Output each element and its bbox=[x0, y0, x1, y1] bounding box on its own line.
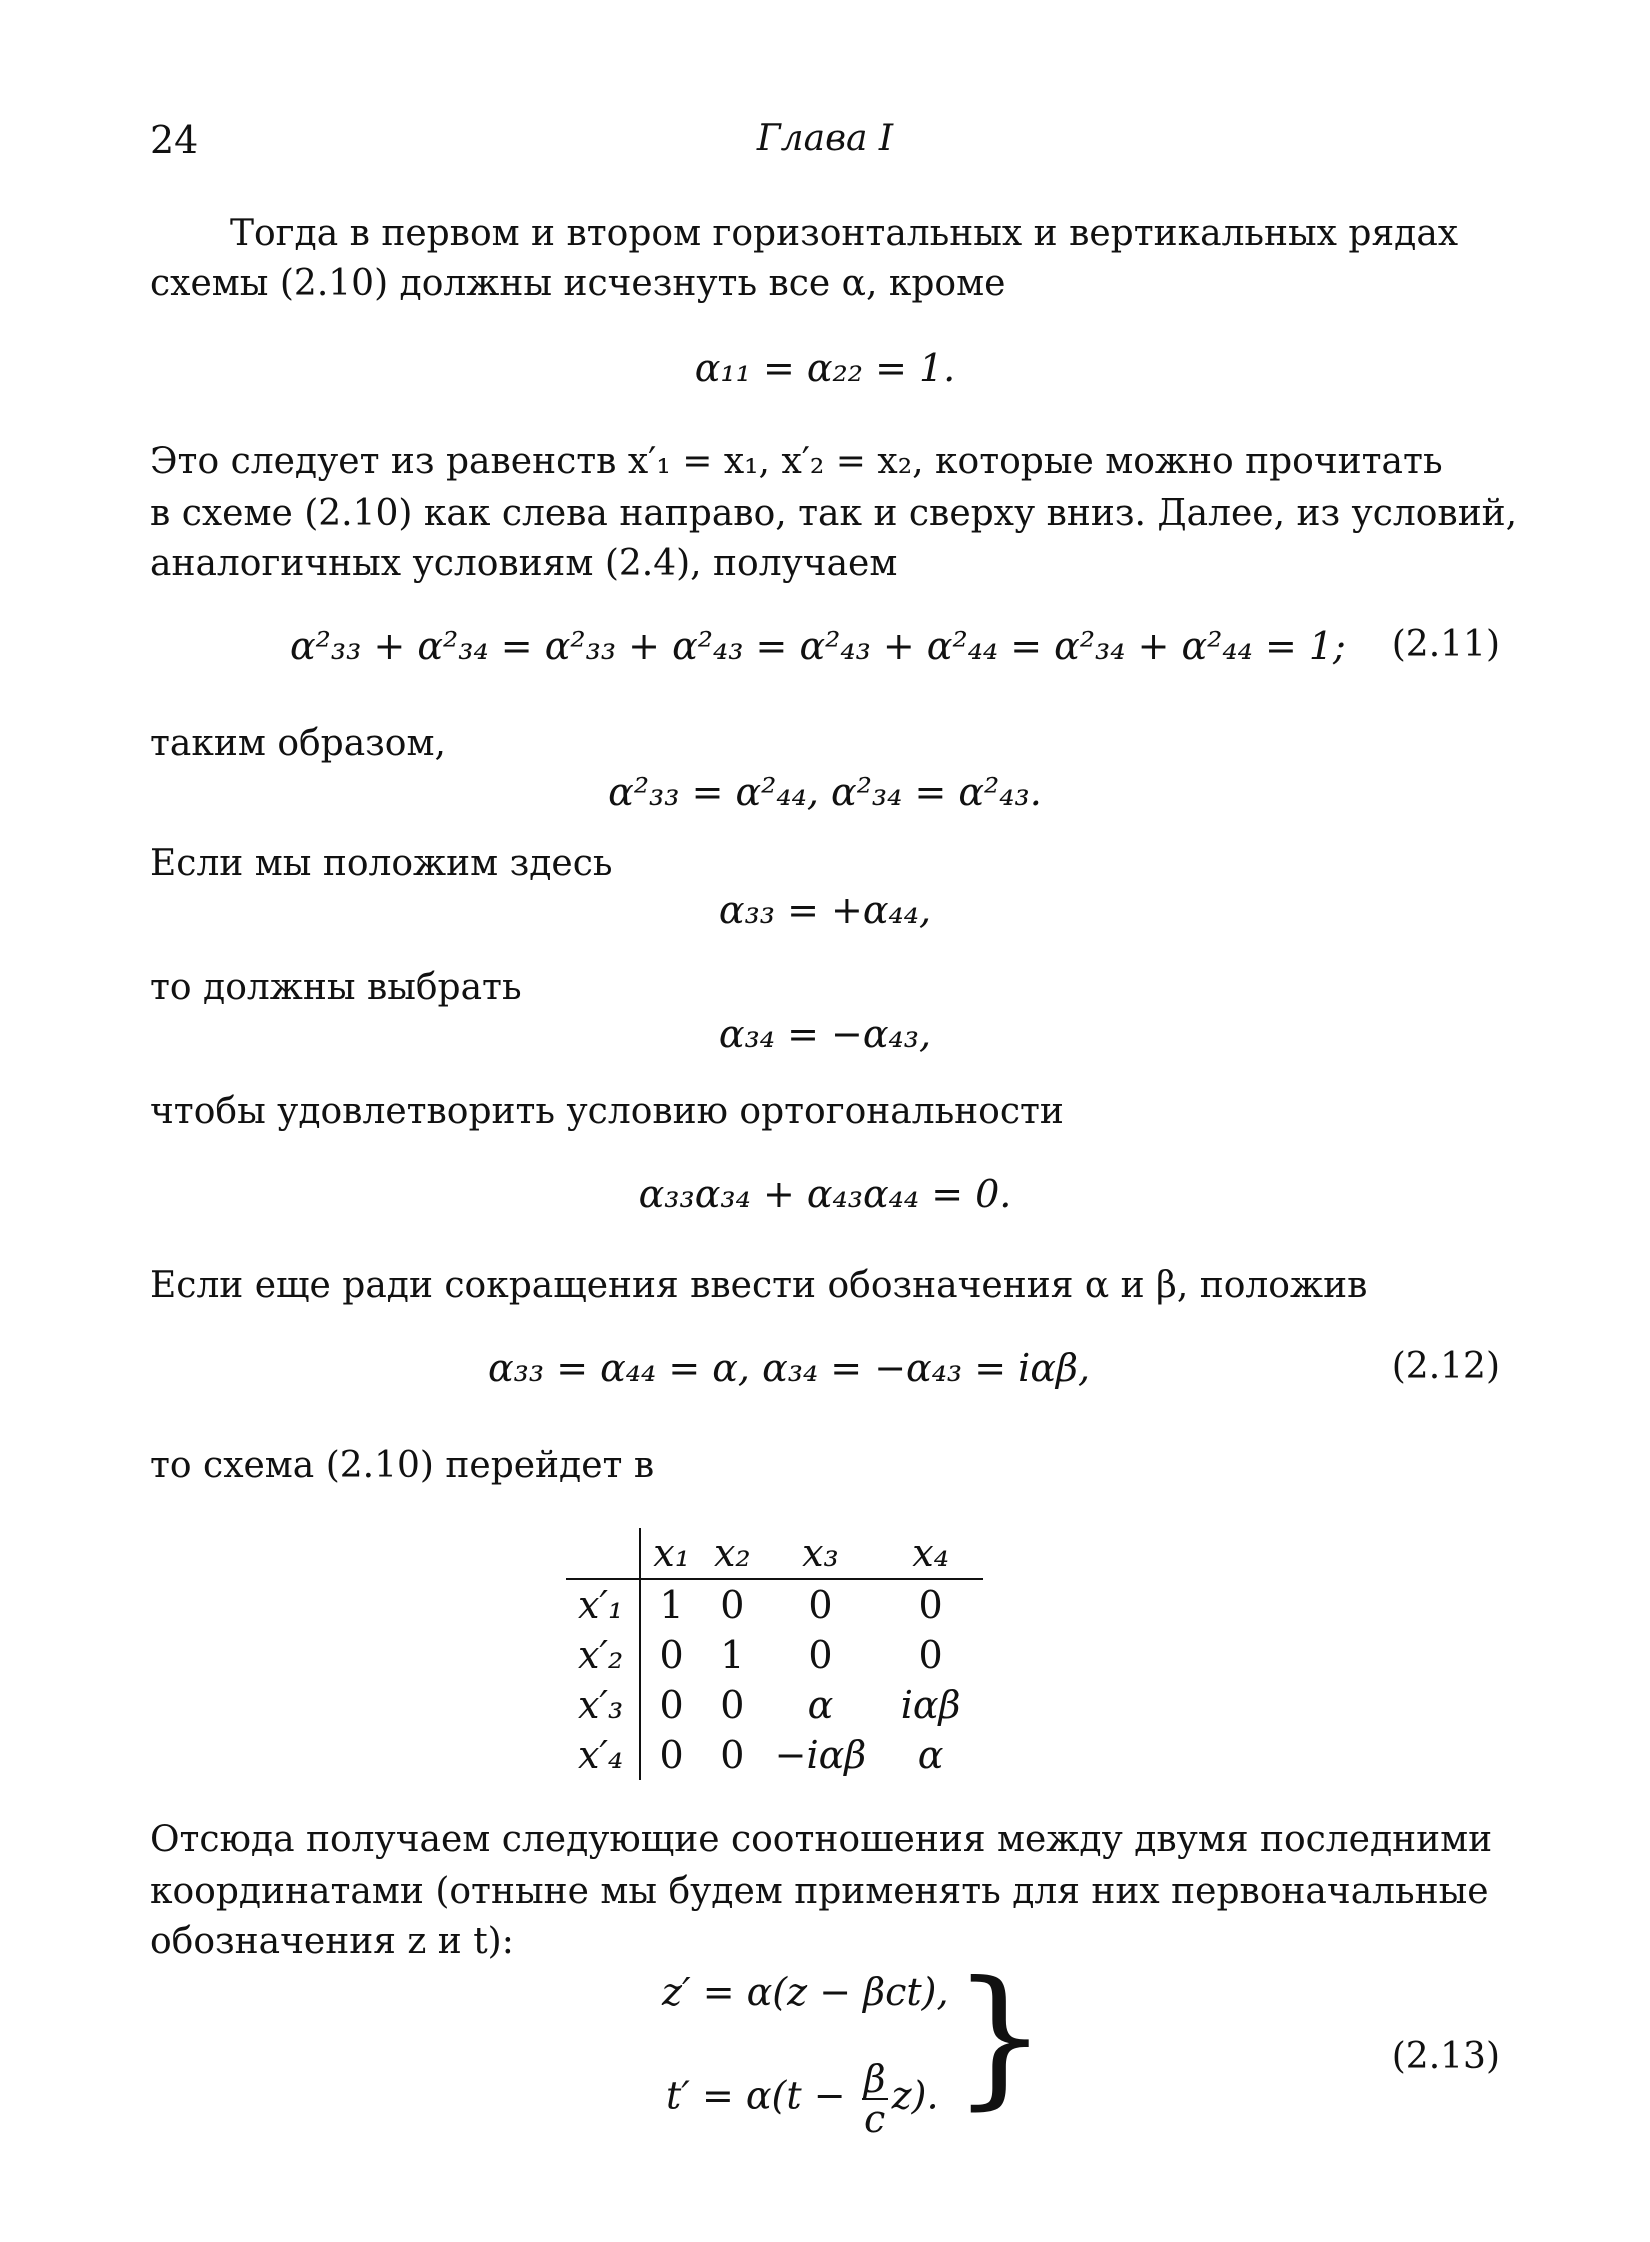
scheme-cell: −iαβ bbox=[774, 1733, 867, 1777]
scheme-cell: 0 bbox=[659, 1683, 684, 1727]
scheme-cell: α bbox=[917, 1733, 944, 1777]
scheme-cell: 0 bbox=[918, 1583, 943, 1627]
scheme-row-label: x′₄ bbox=[566, 1730, 640, 1780]
scheme-table bbox=[566, 1528, 983, 1780]
paragraph-9-line-1: Отсюда получаем следующие соотношения между двумя последними bbox=[150, 1819, 1493, 1860]
paragraph-6: чтобы удовлетворить условию ортогональности bbox=[150, 1091, 1064, 1132]
scheme-row bbox=[566, 1579, 983, 1630]
paragraph-8: то схема (2.10) перейдет в bbox=[150, 1445, 655, 1486]
equation-2-11: α²₃₃ + α²₃₄ = α²₃₃ + α²₄₃ = α²₄₃ + α²₄₄ = α²₃₄ + α²₄₄ = 1; bbox=[290, 624, 1346, 668]
scheme-cell: 1 bbox=[720, 1633, 745, 1677]
scheme-row-label: x′₃ bbox=[566, 1680, 640, 1730]
scheme-col-header: x₁ bbox=[640, 1528, 702, 1579]
equation-2-13-line-2 bbox=[666, 2057, 939, 2141]
transformation-scheme-table bbox=[566, 1528, 983, 1780]
equation-squares: α²₃₃ = α²₄₄, α²₃₄ = α²₄₃. bbox=[608, 770, 1042, 814]
paragraph-5: то должны выбрать bbox=[150, 967, 522, 1008]
scheme-cell: 0 bbox=[808, 1583, 833, 1627]
scheme-corner-cell bbox=[566, 1528, 640, 1579]
equation-alpha11: α₁₁ = α₂₂ = 1. bbox=[694, 346, 956, 390]
scheme-row-label: x′₁ bbox=[566, 1579, 640, 1630]
scheme-row bbox=[566, 1730, 983, 1780]
scheme-row bbox=[566, 1680, 983, 1730]
scheme-cell: 0 bbox=[659, 1733, 684, 1777]
scheme-cell: iαβ bbox=[900, 1683, 961, 1727]
equation-orthogonality: α₃₃α₃₄ + α₄₃α₄₄ = 0. bbox=[638, 1172, 1012, 1216]
scheme-col-header: x₃ bbox=[763, 1528, 879, 1579]
paragraph-2-line-1: Это следует из равенств x′₁ = x₁, x′₂ = x₂, которые можно прочитать bbox=[150, 441, 1443, 482]
paragraph-1-line-2: схемы (2.10) должны исчезнуть все α, кроме bbox=[150, 263, 1006, 304]
scheme-cell: 0 bbox=[808, 1633, 833, 1677]
equation-2-13-line-1: z′ = α(z − βct), bbox=[662, 1970, 949, 2014]
paragraph-7: Если еще ради сокращения ввести обозначения α и β, положив bbox=[150, 1265, 1368, 1306]
scheme-cell: 0 bbox=[659, 1633, 684, 1677]
equation-2-13-line-2-right: z). bbox=[891, 2073, 939, 2118]
scheme-cell: 0 bbox=[918, 1633, 943, 1677]
equation-number-2-12: (2.12) bbox=[1391, 1346, 1500, 1387]
paragraph-2-line-2: в схеме (2.10) как слева направо, так и сверху вниз. Далее, из условий, bbox=[150, 493, 1518, 534]
scheme-col-header: x₄ bbox=[878, 1528, 983, 1579]
paragraph-9-line-3: обозначения z и t): bbox=[150, 1921, 514, 1962]
scheme-cell: α bbox=[807, 1683, 834, 1727]
equation-number-2-11: (2.11) bbox=[1391, 624, 1500, 665]
scheme-col-header: x₂ bbox=[702, 1528, 763, 1579]
paragraph-2-line-3: аналогичных условиям (2.4), получаем bbox=[150, 543, 898, 584]
fraction-denominator: c bbox=[863, 2097, 886, 2141]
fraction-numerator: β bbox=[863, 2057, 886, 2101]
paragraph-3: таким образом, bbox=[150, 723, 446, 764]
equation-number-2-13: (2.13) bbox=[1391, 2036, 1500, 2077]
right-brace-icon: } bbox=[952, 1950, 1048, 2124]
scheme-cell: 1 bbox=[659, 1583, 684, 1627]
fraction-beta-over-c bbox=[862, 2057, 888, 2141]
paragraph-9-line-2: координатами (отныне мы будем применять для них первоначальные bbox=[150, 1871, 1489, 1912]
equation-a33: α₃₃ = +α₄₄, bbox=[718, 888, 932, 932]
paragraph-1-line-1: Тогда в первом и втором горизонтальных и вертикальных рядах bbox=[230, 213, 1459, 254]
equation-2-13-line-2-left: t′ = α(t − bbox=[666, 2073, 858, 2118]
scheme-cell: 0 bbox=[720, 1683, 745, 1727]
page-number: 24 bbox=[150, 118, 199, 162]
running-header: Глава I bbox=[756, 118, 894, 159]
equation-a34: α₃₄ = −α₄₃, bbox=[718, 1012, 932, 1056]
scheme-cell: 0 bbox=[720, 1733, 745, 1777]
scheme-header-row bbox=[566, 1528, 983, 1579]
scheme-cell: 0 bbox=[720, 1583, 745, 1627]
scheme-row-label: x′₂ bbox=[566, 1630, 640, 1680]
paragraph-4: Если мы положим здесь bbox=[150, 843, 613, 884]
equation-2-12: α₃₃ = α₄₄ = α, α₃₄ = −α₄₃ = iαβ, bbox=[488, 1346, 1091, 1390]
scheme-row bbox=[566, 1630, 983, 1680]
